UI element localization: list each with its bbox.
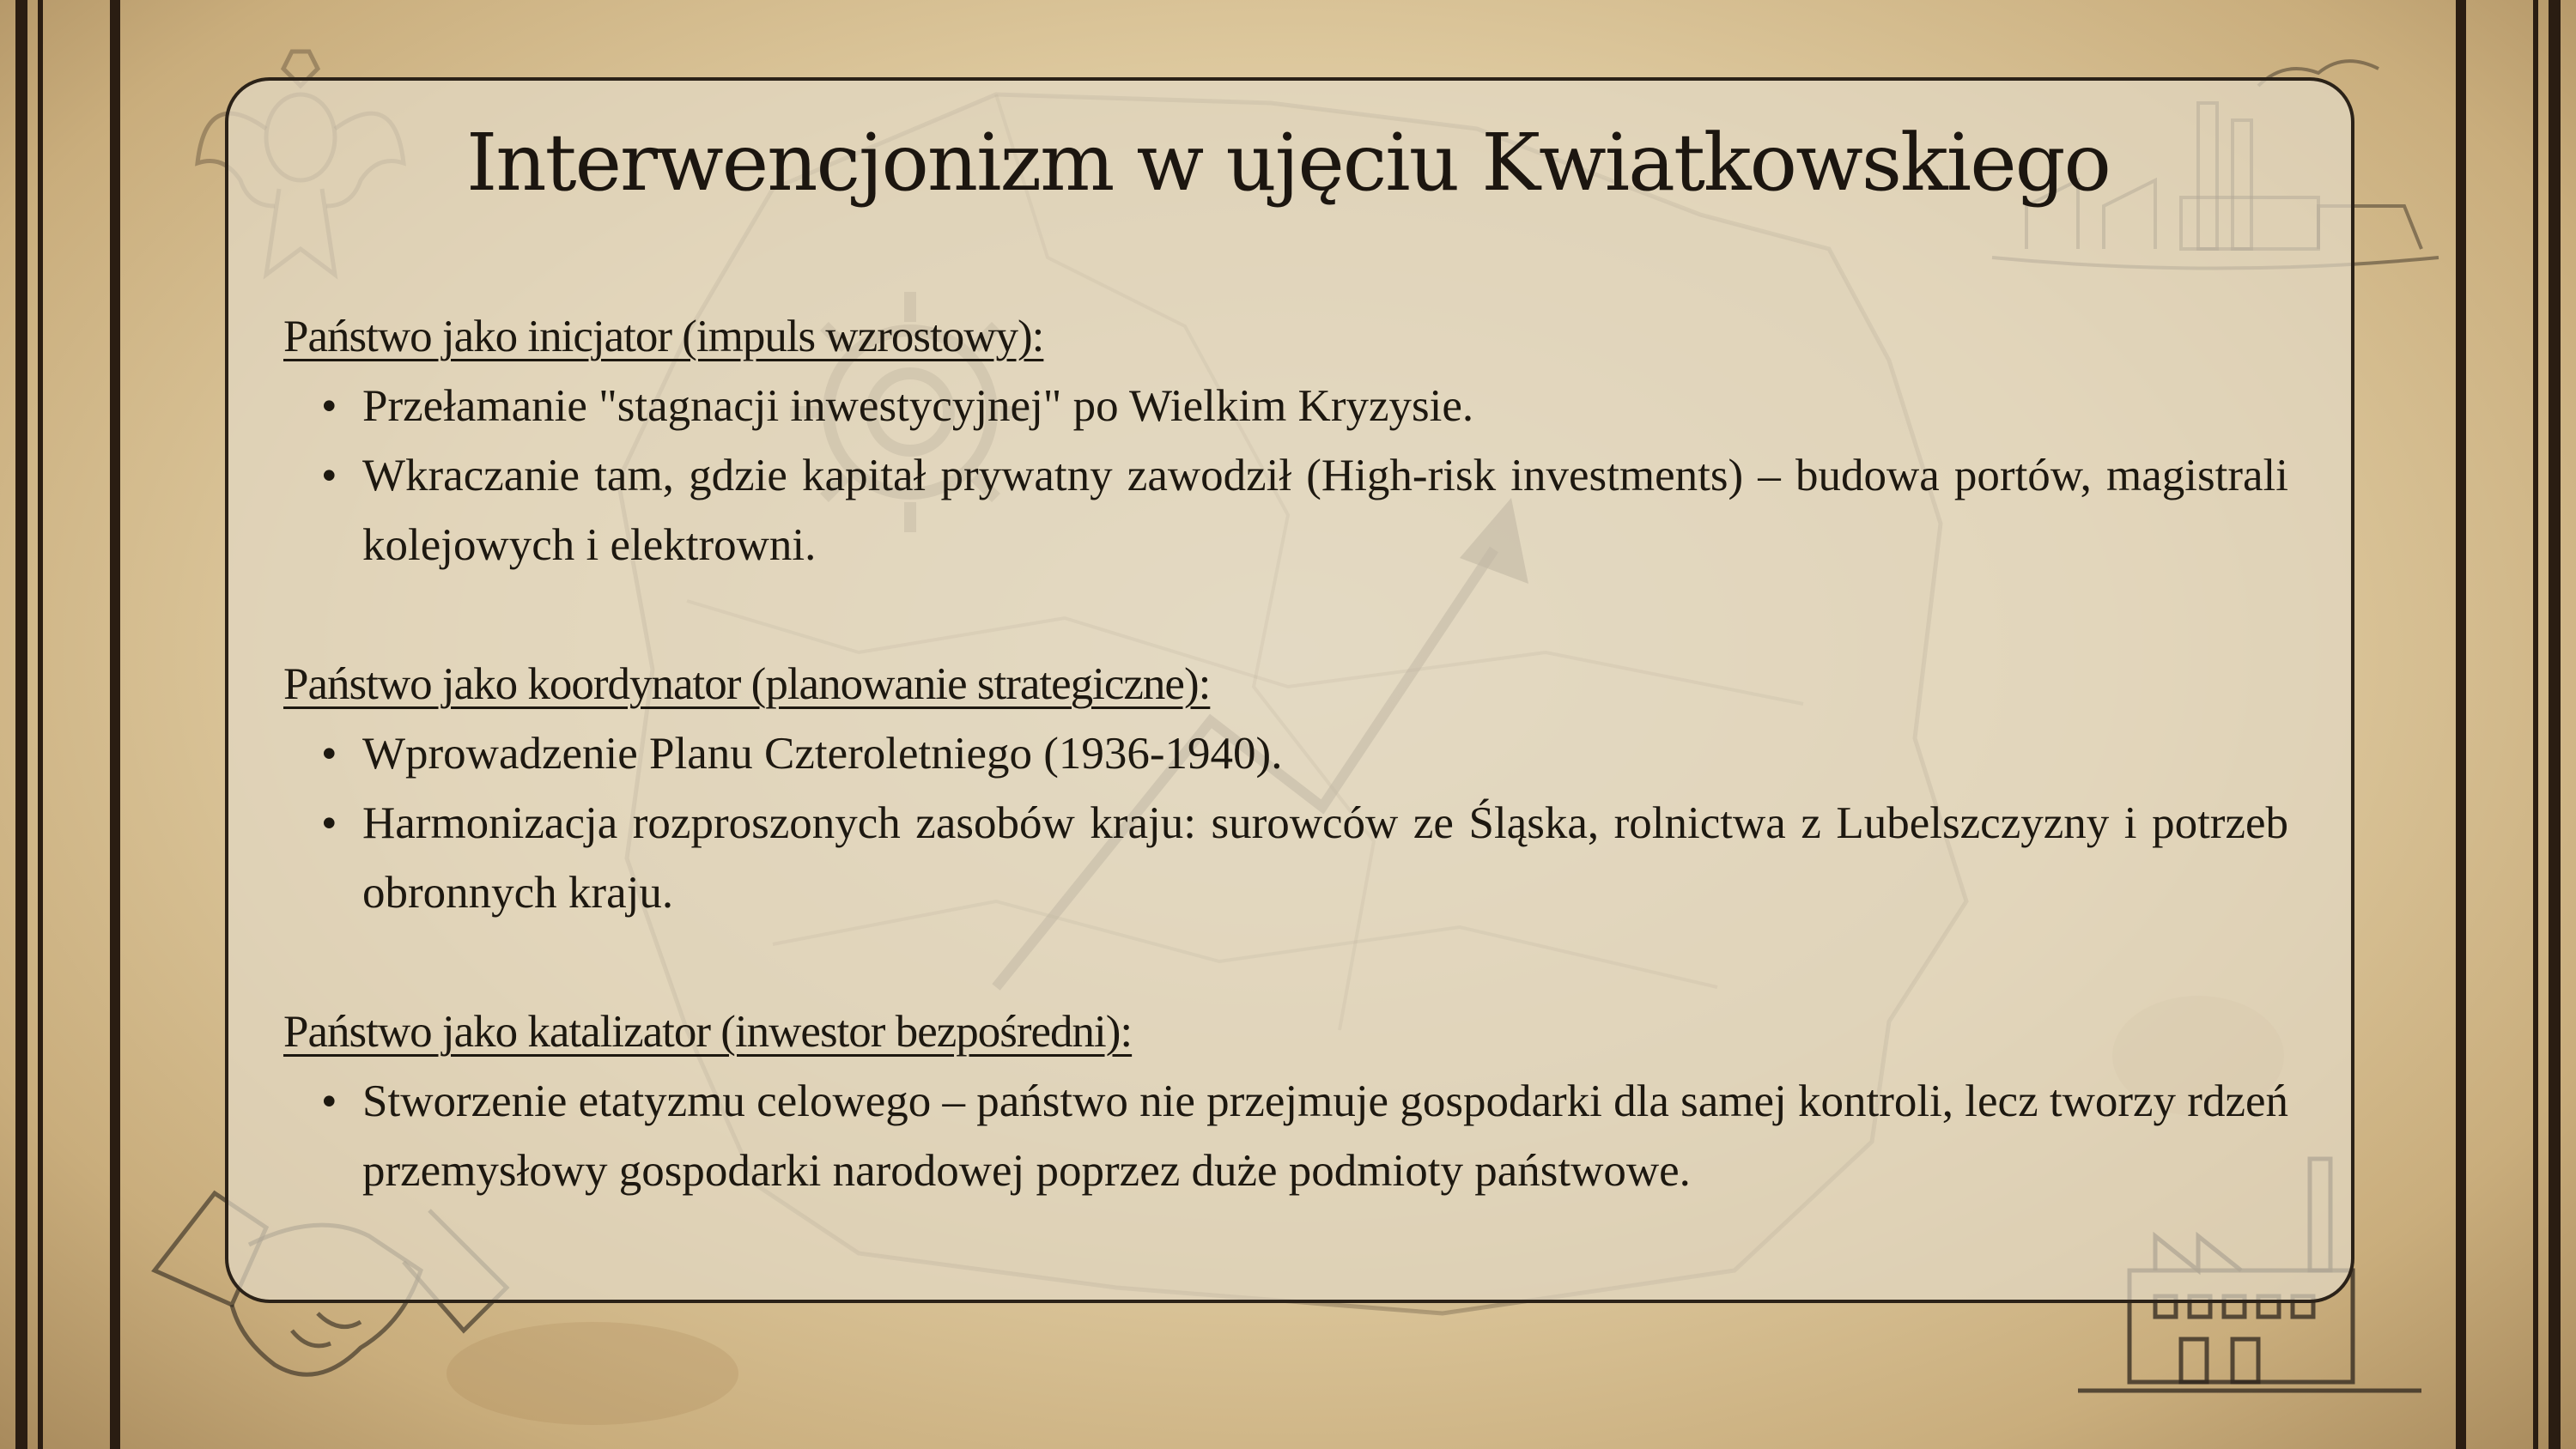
slide-content: [283, 302, 2288, 1206]
list-item: • Stworzenie etatyzmu celowego – państwo nie przejmuje gospodarki dla samej kontroli, lecz tworzy rdzeń przemysłowy gospodarki narodowej poprzez duże podmioty państwowe.: [362, 1067, 2288, 1206]
section-heading: Państwo jako inicjator (impuls wzrostowy):: [283, 312, 1044, 361]
list-item: • Wkraczanie tam, gdzie kapitał prywatny zawodził (High-risk investments) – budowa portów, magistrali kolejowych i elektrowni.: [362, 441, 2288, 580]
bullet-list: [283, 719, 2288, 928]
bullet-list: [283, 372, 2288, 580]
section-coordinator: [283, 650, 2288, 928]
list-item: • Wprowadzenie Planu Czteroletniego (1936-1940).: [362, 719, 2288, 789]
bullet-list: [283, 1067, 2288, 1206]
slide-title: Interwencjonizm w ujęciu Kwiatkowskiego: [466, 117, 2110, 209]
section-heading: Państwo jako koordynator (planowanie strategiczne):: [283, 659, 1211, 709]
list-item: • Przełamanie "stagnacji inwestycyjnej" po Wielkim Kryzysie.: [362, 372, 2288, 441]
section-catalyst: [283, 997, 2288, 1206]
list-item: • Harmonizacja rozproszonych zasobów kraju: surowców ze Śląska, rolnictwa z Lubelszczyzny i potrzeb obronnych kraju.: [362, 789, 2288, 928]
section-initiator: [283, 302, 2288, 580]
section-heading: Państwo jako katalizator (inwestor bezpośredni):: [283, 1007, 1133, 1057]
